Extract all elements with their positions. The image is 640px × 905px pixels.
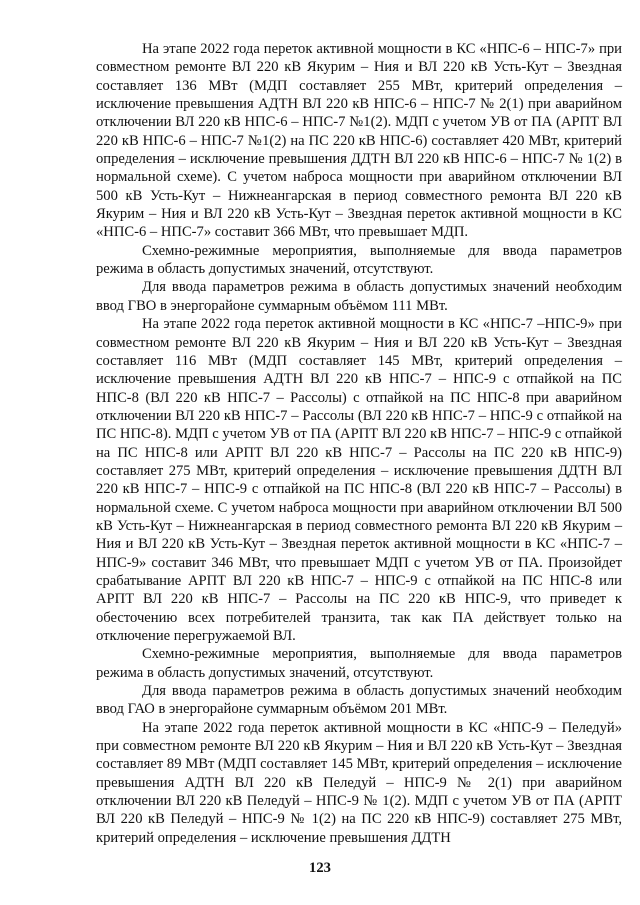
paragraph-gvo-111: Для ввода параметров режима в область допустимых значений необходим ввод ГВО в энергорайоне суммарным объёмом 111 МВт. (96, 279, 622, 314)
paragraph-measures-absent-1: Схемно-режимные мероприятия, выполняемые для ввода параметров режима в область допустимых значений, отсутствуют. (96, 242, 622, 278)
paragraph-gao-201: Для ввода параметров режима в область допустимых значений необходим ввод ГАО в энергорайоне суммарным объёмом 201 МВт. (96, 683, 622, 718)
paragraph-kc-nps9-peleduy: На этапе 2022 года переток активной мощности в КС «НПС-9 – Пеледуй» при совместном ремонте ВЛ 220 кВ Якурим – Ния и ВЛ 220 кВ Усть-Кут – Звездная составляет 89 МВт (МДП составляет 145 МВт, критерий определения – исключение превышения АДТН ВЛ 220 кВ Пеледуй – НПС-9 № 2(1) при аварийном отключении ВЛ 220 кВ Пеледуй – НПС-9 № 1(2). МДП с учетом УВ от ПА (АРПТ ВЛ 220 кВ Пеледуй – НПС-9 № 1(2) на ПС 220 кВ НПС-9) составляет 275 МВт, критерий определения – исключение превышения ДДТН (96, 719, 622, 846)
paragraph-kc-nps6-nps7: На этапе 2022 года переток активной мощности в КС «НПС-6 – НПС-7» при совместном ремонте ВЛ 220 кВ Якурим – Ния и ВЛ 220 кВ Усть-Кут – Звездная составляет 136 МВт (МДП составляет 255 МВт, критерий определения – исключение превышения АДТН ВЛ 220 кВ НПС-6 – НПС-7 № 2(1) при аварийном отключении ВЛ 220 кВ НПС-6 – НПС-7 №1(2). МДП с учетом УВ от ПА (АРПТ ВЛ 220 кВ НПС-6 – НПС-7 №1(2) на ПС 220 кВ НПС-6) составляет 420 МВт, критерий определения – исключение превышения ДДТН ВЛ 220 кВ НПС-6 – НПС-7 № 1(2) в нормальной схеме). С учетом наброса мощности при аварийном отключении ВЛ 500 кВ Усть-Кут – Нижнеангарская в период совместного ремонта ВЛ 220 кВ Якурим – Ния и ВЛ 220 кВ Усть-Кут – Звездная переток активной мощности в КС «НПС-6 – НПС-7» составит 366 МВт, что превышает МДП. (96, 41, 622, 241)
paragraph-measures-absent-2: Схемно-режимные мероприятия, выполняемые для ввода параметров режима в область допустимых значений, отсутствуют. (96, 646, 622, 681)
paragraph-kc-nps7-nps9: На этапе 2022 года переток активной мощности в КС «НПС-7 –НПС-9» при совместном ремонте ВЛ 220 кВ Якурим – Ния и ВЛ 220 кВ Усть-Кут – Звездная составляет 116 МВт (МДП составляет 145 МВт, критерий определения – исключение превышения АДТН ВЛ 220 кВ НПС-7 – НПС-9 с отпайкой на ПС НПС-8 (ВЛ 220 кВ НПС-7 – Рассолы) с отпайкой на ПС НПС-8 при аварийном отключении ВЛ 220 кВ НПС-7 – Рассолы (ВЛ 220 кВ НПС-7 – НПС-9 с отпайкой на ПС НПС-8). МДП с учетом УВ от ПА (АРПТ ВЛ 220 кВ НПС-7 – НПС-9 с отпайкой на ПС НПС-8 или АРПТ ВЛ 220 кВ НПС-7 – Рассолы на ПС 220 кВ НПС-9) составляет 275 МВт, критерий определения – исключение превышения ДДТН ВЛ 220 кВ НПС-7 – НПС-9 с отпайкой на ПС НПС-8 (ВЛ 220 кВ НПС-7 – Рассолы) в нормальной схеме. С учетом наброса мощности при аварийном отключении ВЛ 500 кВ Усть-Кут – Нижнеангарская в период совместного ремонта ВЛ 220 кВ Якурим – Ния и ВЛ 220 кВ Усть-Кут – Звездная переток активной мощности в КС «НПС-7 – НПС-9» составит 346 МВт, что превышает МДП с учетом УВ от ПА. Произойдет срабатывание АРПТ ВЛ 220 кВ НПС-7 – НПС-9 с отпайкой на ПС НПС-8 или АРПТ ВЛ 220 кВ НПС-7 – Рассолы на ПС 220 кВ НПС-9, что приведет к обесточению всех потребителей транзита, так как ПА действует только на отключение перегружаемой ВЛ. (96, 316, 622, 644)
page-number: 123 (309, 860, 331, 876)
